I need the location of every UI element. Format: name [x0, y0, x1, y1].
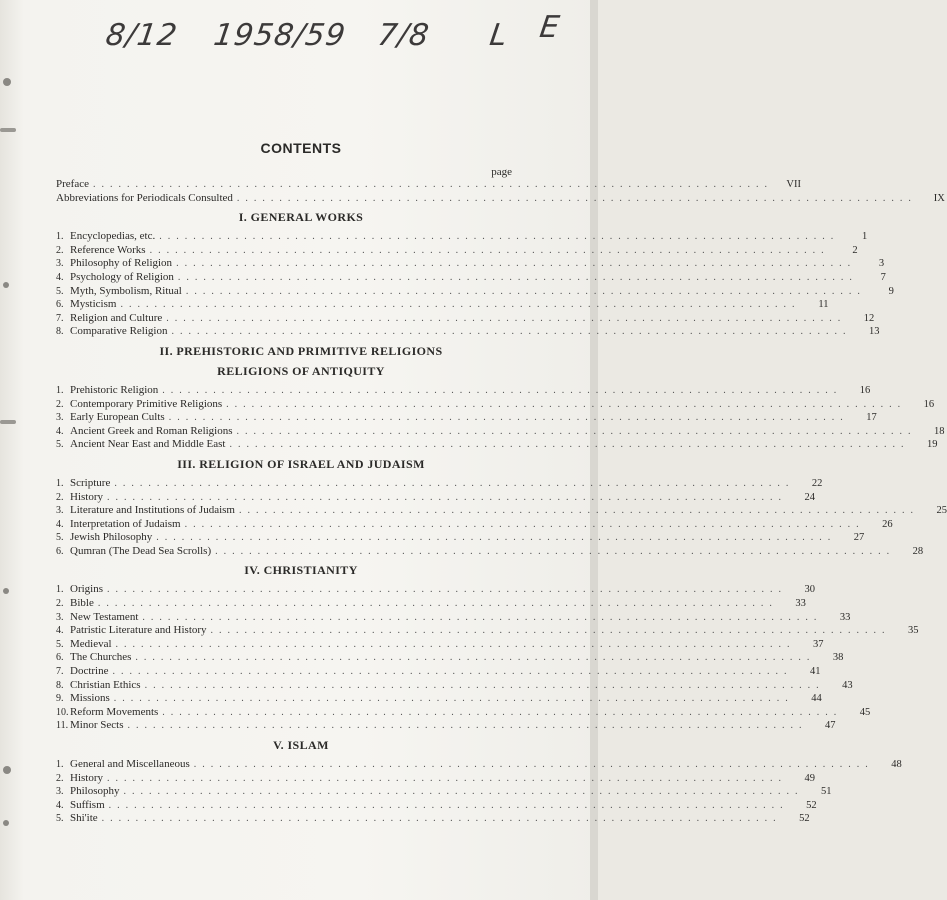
toc-entry [56, 424, 945, 439]
toc-entry [56, 438, 938, 452]
entry-label: Doctrine [70, 665, 109, 678]
dot-leader: ................................................................................ [168, 412, 849, 424]
dot-leader: ................................................................................ [156, 532, 837, 544]
entry-page-number: IX [933, 192, 945, 204]
dot-leader: ................................................................................ [166, 312, 847, 324]
toc-entry [56, 270, 886, 285]
dot-leader: ................................................................................ [159, 231, 840, 243]
toc-entry [56, 411, 877, 425]
toc-entry [56, 812, 810, 826]
entry-number: 1. [56, 384, 64, 396]
dot-leader: ................................................................................ [107, 491, 787, 503]
dot-leader: ................................................................................ [185, 285, 866, 297]
entry-label: Ancient Near East and Middle East [70, 438, 226, 451]
toc-section [56, 343, 945, 452]
dot-leader: ................................................................................ [107, 772, 787, 784]
toc-entry [56, 705, 871, 720]
section-heading: IV. CHRISTIANITY [244, 563, 358, 578]
dot-leader: ................................................................................ [135, 652, 816, 664]
dot-leader: ................................................................................ [108, 799, 789, 811]
entry-page-number: 43 [842, 679, 853, 691]
entry-number: 3. [56, 412, 64, 424]
punch-hole [3, 78, 11, 86]
toc-entry [56, 719, 836, 733]
page-title: CONTENTS [260, 140, 342, 156]
entry-number: 4. [56, 799, 64, 811]
dot-leader: ................................................................................ [176, 258, 857, 270]
entry-page-number: 22 [811, 477, 823, 489]
dot-leader: ................................................................................ [142, 611, 823, 623]
toc-section [56, 210, 894, 339]
entry-label: Christian Ethics [70, 678, 141, 691]
section-heading: III. RELIGION OF ISRAEL AND JUDAISM [177, 456, 425, 471]
dot-leader: ................................................................................ [210, 625, 891, 637]
entry-page-number: 45 [859, 706, 871, 718]
punch-hole [3, 282, 9, 288]
entry-page-number: 52 [799, 813, 810, 825]
entry-page-number: 47 [824, 720, 836, 732]
entry-page-number: 25 [936, 505, 947, 517]
entry-label: Abbreviations for Periodicals Consulted [56, 191, 233, 204]
toc-entry [56, 191, 945, 206]
dot-leader: ................................................................................ [184, 518, 865, 530]
entry-number: 8. [56, 326, 64, 338]
dot-leader: ................................................................................ [193, 759, 874, 770]
dot-leader: ................................................................................ [101, 813, 782, 825]
toc-section [56, 563, 919, 733]
entry-label: The Churches [70, 651, 132, 664]
entry-label: Interpretation of Judaism [70, 517, 181, 530]
entry-label: Reference Works [70, 243, 146, 256]
toc-entry [56, 758, 902, 772]
front-matter-list [56, 178, 945, 205]
entry-number: 5. [56, 532, 64, 544]
entry-number: 5. [56, 285, 64, 297]
toc-entry [56, 257, 885, 271]
page-column-label: page [491, 166, 512, 178]
entry-number: 2. [56, 598, 64, 610]
toc-entry [56, 692, 822, 706]
entry-number: 1. [56, 759, 64, 770]
entry-page-number: 12 [863, 312, 875, 324]
dot-leader: ................................................................................ [149, 244, 830, 256]
entry-number: 6. [56, 545, 64, 557]
toc-entry [56, 544, 924, 559]
entry-label: Ancient Greek and Roman Religions [70, 424, 233, 437]
entry-label: General and Miscellaneous [70, 758, 190, 770]
entry-label: Philosophy [70, 785, 120, 798]
entry-number: 9. [56, 693, 64, 705]
section-heading: V. ISLAM [273, 738, 329, 752]
toc-entry [56, 504, 947, 518]
entry-label: Myth, Symbolism, Ritual [70, 284, 182, 297]
entry-label: Preface [56, 178, 89, 190]
entry-label: New Testament [70, 610, 139, 623]
entry-label: Missions [70, 692, 110, 705]
entry-page-number: 16 [859, 384, 871, 396]
entry-page-number: 48 [891, 759, 902, 770]
entry-page-number: VII [786, 179, 801, 190]
entry-label: Suffism [70, 798, 105, 811]
entry-number: 11. [56, 720, 69, 732]
entry-label: Comparative Religion [70, 325, 168, 338]
entry-number: 2. [56, 244, 64, 256]
entry-label: Patristic Literature and History [70, 624, 207, 637]
entry-page-number: 13 [868, 326, 880, 338]
toc-entry [56, 785, 832, 799]
dot-leader: ................................................................................ [115, 638, 796, 650]
entry-number: 10. [56, 706, 69, 718]
toc-entry [56, 771, 815, 786]
entry-page-number: 30 [804, 584, 815, 596]
entry-label: Reform Movements [70, 705, 159, 718]
dot-leader: ................................................................................ [177, 271, 858, 283]
entry-label: Early European Cults [70, 411, 165, 424]
toc-entry [56, 637, 824, 652]
dot-leader: ................................................................................ [114, 477, 795, 489]
entry-page-number: 9 [888, 285, 894, 297]
entry-label: Shi'ite [70, 812, 98, 825]
dot-leader: ................................................................................ [215, 545, 896, 557]
entry-page-number: 18 [934, 425, 945, 437]
entry-page-number: 49 [804, 772, 815, 784]
entry-label: Mysticism [70, 298, 117, 311]
toc-entry [56, 531, 865, 545]
punch-hole [3, 588, 9, 594]
entry-page-number: 38 [832, 652, 844, 664]
entry-number: 8. [56, 679, 64, 691]
toc-section [56, 738, 902, 826]
toc-entry [56, 624, 919, 638]
toc-entry [56, 397, 935, 412]
entry-label: Literature and Institutions of Judaism [70, 504, 235, 517]
toc-entry [56, 311, 875, 326]
entry-page-number: 33 [795, 598, 806, 610]
toc-entry [56, 665, 821, 679]
section-heading: II. PREHISTORIC AND PRIMITIVE RELIGIONS [159, 343, 443, 358]
toc-entry [56, 178, 801, 192]
entry-page-number: 52 [806, 799, 817, 811]
entry-label: History [70, 490, 103, 503]
entry-label: Jewish Philosophy [70, 531, 153, 544]
entry-page-number: 19 [926, 439, 938, 451]
entry-number: 4. [56, 271, 64, 283]
entry-page-number: 2 [852, 244, 858, 256]
entry-number: 5. [56, 638, 64, 650]
dot-leader: ................................................................................ [107, 584, 787, 596]
entry-label: Philosophy of Religion [70, 257, 173, 270]
entry-label: Religion and Culture [70, 311, 163, 324]
entry-number: 7. [56, 666, 64, 678]
dot-leader: ................................................................................ [92, 179, 773, 190]
entry-page-number: 7 [880, 271, 886, 283]
dot-leader: ................................................................................ [120, 299, 801, 311]
dot-leader: ................................................................................ [97, 598, 778, 610]
entry-number: 1. [56, 584, 64, 596]
toc-entry [56, 243, 858, 258]
toc-entry [56, 383, 871, 398]
toc-entry [56, 651, 844, 665]
entry-page-number: 16 [923, 398, 935, 410]
entry-number: 7. [56, 312, 64, 324]
entry-label: Contemporary Primitive Religions [70, 397, 223, 410]
toc-entry [56, 597, 806, 611]
sections-list [56, 210, 947, 826]
entry-label: Encyclopedias, etc. [70, 230, 156, 243]
entry-number: 2. [56, 491, 64, 503]
handwritten-note-e: E [537, 10, 563, 45]
entry-page-number: 51 [821, 786, 832, 798]
entry-page-number: 41 [809, 666, 821, 678]
entry-page-number: 35 [908, 625, 919, 637]
dot-leader: ................................................................................ [236, 192, 917, 204]
entry-label: Origins [70, 583, 103, 596]
dot-leader: ................................................................................ [112, 666, 793, 678]
entry-number: 3. [56, 258, 64, 270]
entry-label: Bible [70, 597, 94, 610]
toc-entry [56, 517, 893, 532]
toc-entry [56, 678, 853, 693]
punch-hole [3, 820, 9, 826]
entry-page-number: 11 [818, 299, 829, 311]
toc-entry [56, 476, 823, 491]
section-subheading: RELIGIONS OF ANTIQUITY [217, 363, 385, 378]
entry-number: 3. [56, 505, 64, 517]
dot-leader: ................................................................................ [144, 679, 825, 691]
entry-number: 2. [56, 398, 64, 410]
entry-page-number: 3 [878, 258, 885, 270]
entry-page-number: 37 [813, 638, 824, 650]
entry-label: Prehistoric Religion [70, 383, 159, 396]
toc-entry [56, 610, 851, 625]
entry-number: 6. [56, 652, 64, 664]
contents-body [56, 140, 947, 826]
dot-leader: ................................................................................ [162, 706, 843, 718]
entry-number: 3. [56, 786, 64, 798]
toc-entry [56, 230, 868, 244]
entry-number: 5. [56, 813, 64, 825]
entry-label: History [70, 771, 103, 784]
handwritten-note-d: L [487, 18, 511, 53]
entry-number: 4. [56, 518, 64, 530]
entry-label: Qumran (The Dead Sea Scrolls) [70, 544, 212, 557]
staple-mark [0, 420, 16, 424]
dot-leader: ................................................................................ [171, 326, 852, 338]
entry-number: 3. [56, 611, 64, 623]
toc-section [56, 456, 947, 559]
entry-number: 6. [56, 299, 64, 311]
entry-label: Medieval [70, 637, 112, 650]
dot-leader: ................................................................................ [229, 439, 910, 451]
dot-leader: ................................................................................ [238, 505, 919, 517]
entry-number: 5. [56, 439, 64, 451]
toc-entry [56, 325, 880, 339]
punch-hole [3, 766, 11, 774]
dot-leader: ................................................................................ [123, 786, 804, 798]
section-heading: I. GENERAL WORKS [238, 210, 364, 225]
toc-entry [56, 284, 894, 299]
entry-page-number: 27 [853, 532, 865, 544]
entry-label: Psychology of Religion [70, 270, 174, 283]
handwritten-note-a: 8/12 [103, 18, 180, 53]
entry-number: 1. [56, 231, 64, 243]
toc-entry [56, 490, 815, 505]
entry-page-number: 44 [811, 693, 822, 705]
dot-leader: ................................................................................ [162, 384, 843, 396]
entry-page-number: 1 [861, 231, 868, 243]
entry-page-number: 26 [882, 518, 893, 530]
entry-page-number: 33 [839, 611, 851, 623]
handwritten-note-c: 7/8 [375, 18, 432, 53]
entry-page-number: 17 [866, 412, 877, 424]
toc-entry [56, 798, 817, 813]
entry-number: 4. [56, 425, 64, 437]
handwritten-note-b: 1958/59 [211, 18, 349, 53]
dot-leader: ................................................................................ [226, 398, 907, 410]
entry-page-number: 24 [804, 491, 815, 503]
entry-number: 2. [56, 772, 64, 784]
dot-leader: ................................................................................ [113, 693, 794, 705]
entry-number: 1. [56, 477, 64, 489]
dot-leader: ................................................................................ [127, 720, 808, 732]
toc-entry [56, 298, 829, 312]
entry-label: Minor Sects [70, 719, 124, 732]
entry-label: Scripture [70, 476, 111, 489]
entry-number: 4. [56, 625, 64, 637]
entry-page-number: 28 [912, 545, 924, 557]
staple-mark [0, 128, 16, 132]
dot-leader: ................................................................................ [236, 425, 917, 437]
toc-entry [56, 583, 815, 597]
